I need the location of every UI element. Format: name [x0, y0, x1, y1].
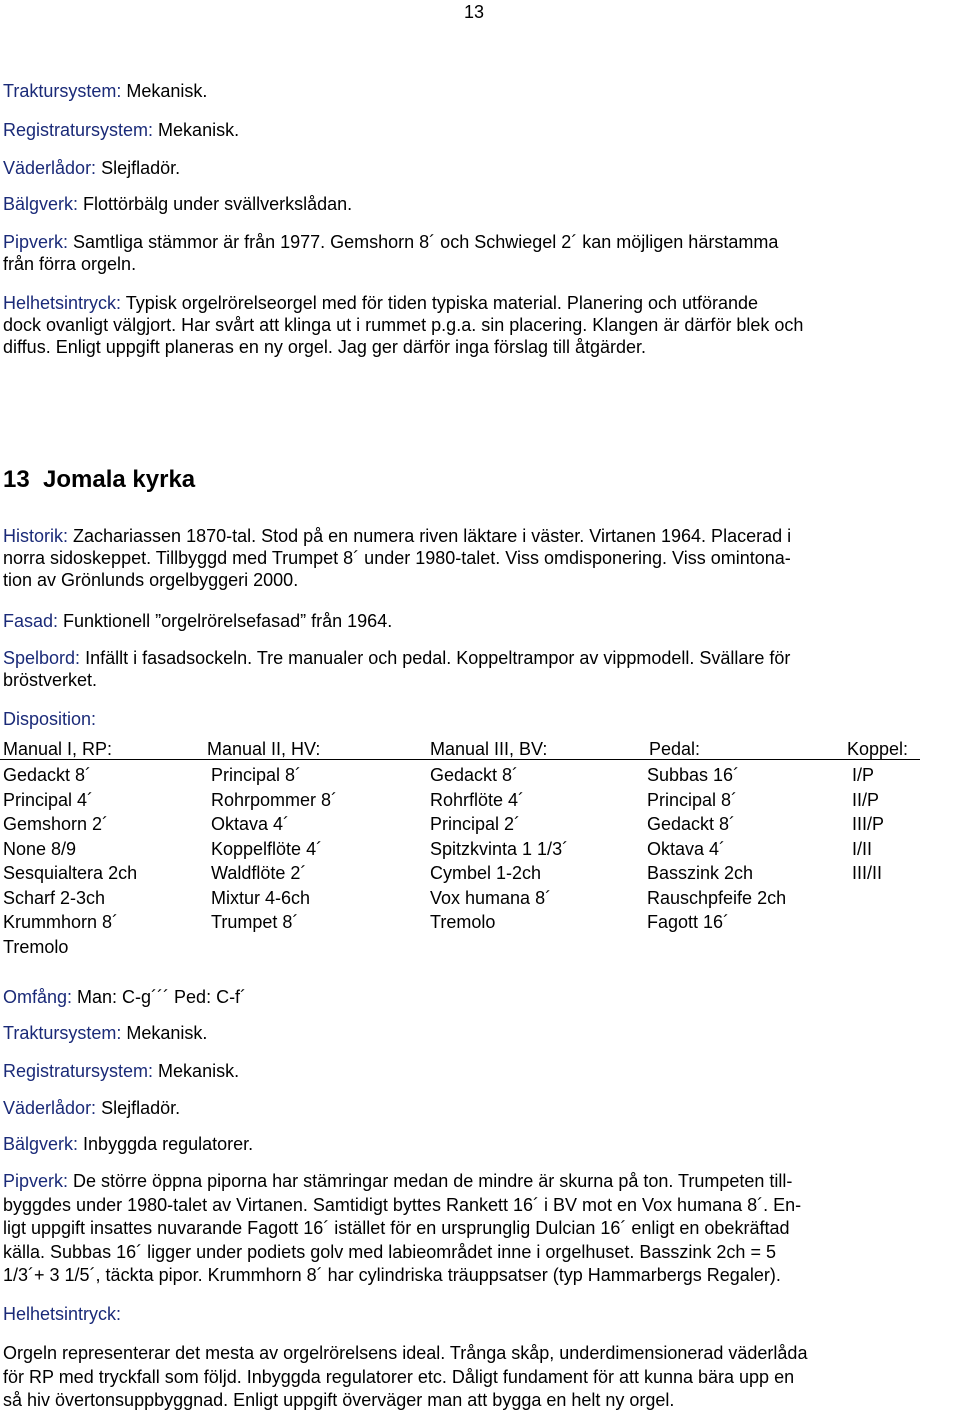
manual-2-column	[211, 763, 337, 935]
stop: Trumpet 8´	[211, 912, 299, 932]
stop: Rohrpommer 8´	[211, 789, 338, 810]
stop: Gemshorn 2´	[3, 814, 109, 834]
column-header-manual-2: Manual II, HV:	[207, 739, 321, 759]
column-header-koppel: Koppel:	[847, 739, 909, 759]
traktursystem-line-2: Traktursystem: Mekanisk.	[3, 1023, 208, 1043]
stop: Principal 8´	[647, 789, 738, 810]
balgverk-line: Bälgverk: Flottörbälg under svällverkslådan.	[3, 194, 353, 214]
registratursystem-line-2: Registratursystem: Mekanisk.	[3, 1061, 240, 1081]
stop: Fagott 16´	[647, 912, 730, 932]
stop: Scharf 2-3ch	[3, 887, 106, 908]
stop: Waldflöte 2´	[211, 863, 307, 883]
stop: Rohrflöte 4´	[430, 789, 525, 810]
balgverk-line-2: Bälgverk: Inbyggda regulatorer.	[3, 1134, 254, 1154]
koppel-column	[852, 763, 884, 886]
helhetsintryck-paragraph-2: Orgeln representerar det mesta av orgelrörelsens ideal. Trånga skåp, underdimensionerad väderlåda för RP med tryckfall som följd. Inbyggda regulatorer etc. Dåligt fundament för att kunna bära upp en så hiv övertonsuppbyggnad. Enligt uppgift överväger man att bygga en helt ny orgel.	[3, 1343, 808, 1410]
fasad-line: Fasad: Funktionell ”orgelrörelsefasad” från 1964.	[3, 611, 393, 631]
stop: Basszink 2ch	[647, 863, 754, 883]
stop: Vox humana 8´	[430, 887, 552, 908]
column-header-manual-3: Manual III, BV:	[430, 739, 548, 759]
stop: Subbas 16´	[647, 765, 740, 785]
stop: Tremolo	[3, 936, 69, 957]
spelbord-paragraph: Spelbord: Infällt i fasadsockeln. Tre manualer och pedal. Koppeltrampor av vippmodell. Svällare för bröstverket.	[3, 648, 791, 690]
vaderlador-line: Väderlådor: Slejfladör.	[3, 158, 181, 178]
registratursystem-line: Registratursystem: Mekanisk.	[3, 120, 240, 140]
coupler: III/P	[852, 814, 885, 834]
traktursystem-line: Traktursystem: Mekanisk.	[3, 81, 208, 101]
helhetsintryck-label-2: Helhetsintryck:	[3, 1304, 122, 1324]
stop: Gedackt 8´	[647, 814, 736, 834]
stop: Koppelflöte 4´	[211, 838, 323, 859]
stop: Tremolo	[430, 912, 496, 932]
coupler: II/P	[852, 789, 880, 810]
helhetsintryck-paragraph: Helhetsintryck: Typisk orgelrörelseorgel med för tiden typiska material. Planering och utförande dock ovanligt välgjort. Har svårt att klinga ut i rummet p.g.a. sin placering. Klangen är därför blek och diffus. Enligt uppgift planeras en ny orgel. Jag ger därför inga förslag till åtgärder.	[3, 293, 804, 357]
stop: Oktava 4´	[647, 838, 726, 859]
stop: Cymbel 1-2ch	[430, 863, 542, 883]
column-header-manual-1: Manual I, RP:	[3, 739, 113, 759]
coupler: I/P	[852, 765, 875, 785]
stop: None 8/9	[3, 838, 77, 859]
stop: Gedackt 8´	[430, 765, 519, 785]
manual-3-column	[430, 763, 568, 935]
omfang-line: Omfång: Man: C-g´´´ Ped: C-f´	[3, 987, 247, 1007]
stop: Mixtur 4-6ch	[211, 887, 311, 908]
stop: Sesquialtera 2ch	[3, 863, 138, 883]
pedal-column	[647, 763, 786, 935]
stop: Krummhorn 8´	[3, 912, 119, 932]
stop: Spitzkvinta 1 1/3´	[430, 838, 569, 859]
pipverk-paragraph: Pipverk: Samtliga stämmor är från 1977. Gemshorn 8´ och Schwiegel 2´ kan möjligen härstamma från förra orgeln.	[3, 232, 779, 274]
header-underline	[0, 759, 920, 760]
coupler: I/II	[852, 838, 873, 859]
stop: Principal 8´	[211, 765, 302, 785]
pipverk-paragraph-2: Pipverk: De större öppna piporna har stämringar medan de mindre är skurna på ton. Trumpeten till- byggdes under 1980-talet av Virtanen. Samtidigt byttes Rankett 16´ i BV mot en Vox humana 8´. En- ligt uppgift insattes nuvarande Fagott 16´ istället för en ursprunglig Dulcian 16´ enligt en obekräftad källa. Subbas 16´ ligger under podiets golv med labieområdet inne i orgelhuset. Basszink 2ch = 5 1/3´+ 3 1/5´, täckta pipor. Krummhorn 8´ har cylindriska träuppsatser (typ Hammarbergs Regaler).	[3, 1171, 802, 1285]
vaderlador-line-2: Väderlådor: Slejfladör.	[3, 1098, 181, 1118]
stop: Gedackt 8´	[3, 765, 92, 785]
stop: Principal 2´	[430, 814, 521, 834]
section-heading: 13 Jomala kyrka	[3, 466, 196, 493]
historik-paragraph: Historik: Zachariassen 1870-tal. Stod på en numera riven läktare i väster. Virtanen 1964. Placerad i norra sidoskeppet. Tillbyggd med Trumpet 8´ under 1980-talet. Viss omdisponering. Viss omintona- tion av Grönlunds orgelbyggeri 2000.	[3, 526, 792, 590]
column-header-pedal: Pedal:	[649, 739, 701, 759]
manual-1-column	[3, 763, 137, 959]
stop: Rauschpfeife 2ch	[647, 887, 787, 908]
page-number: 13	[464, 2, 485, 22]
stop: Principal 4´	[3, 789, 94, 810]
coupler: III/II	[852, 863, 883, 883]
stop: Oktava 4´	[211, 814, 290, 834]
disposition-label: Disposition:	[3, 709, 97, 729]
